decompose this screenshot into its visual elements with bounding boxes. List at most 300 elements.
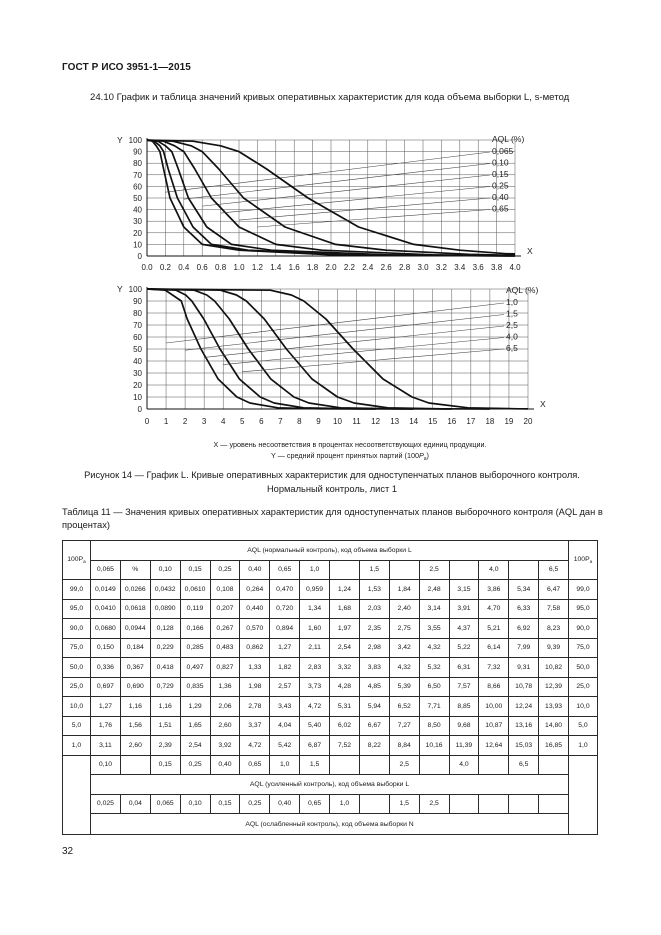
table-cell: 0,720 xyxy=(270,599,300,619)
table-cell: 5,21 xyxy=(479,619,509,639)
pa-value-cell: 50,0 xyxy=(569,658,598,678)
table-cell: 1,51 xyxy=(150,716,180,736)
normal-control-title: AQL (нормальный контроль), код объема выборки L xyxy=(91,541,569,561)
table-cell: 9,39 xyxy=(539,638,569,658)
axis-legend-note xyxy=(100,439,600,465)
aql-tightened-cell xyxy=(359,755,389,775)
table-cell: 7,32 xyxy=(479,658,509,678)
y-tick-label: 100 xyxy=(128,136,142,145)
x-axis-label: X xyxy=(527,246,533,256)
pa-value-cell: 25,0 xyxy=(569,677,598,697)
legend-entry: 0,10 xyxy=(492,157,509,168)
table-cell: 0,207 xyxy=(210,599,240,619)
table-cell: 8,22 xyxy=(359,736,389,756)
x-tick-label: 1.8 xyxy=(307,263,319,272)
x-tick-label: 18 xyxy=(485,417,495,426)
y-axis-label: Y xyxy=(117,284,123,294)
table-cell: 4,72 xyxy=(300,697,330,717)
aql-reduced-cell xyxy=(449,794,479,814)
axis-x-note: X — уровень несоответствия в процентах несоответствующих единиц продукции. xyxy=(213,440,487,449)
aql-header-cell: 1,0 xyxy=(300,560,330,580)
x-tick-label: 6 xyxy=(259,417,264,426)
aql-reduced-cell: 0,65 xyxy=(300,794,330,814)
table-cell: 6,67 xyxy=(359,716,389,736)
table-cell: 7,27 xyxy=(389,716,419,736)
aql-header-cell: 0,25 xyxy=(210,560,240,580)
table-cell: 1,24 xyxy=(330,580,360,600)
table-cell: 0,0610 xyxy=(180,580,210,600)
x-tick-label: 0.4 xyxy=(178,263,190,272)
table-row xyxy=(63,736,598,756)
x-tick-label: 2.2 xyxy=(343,263,355,272)
x-tick-label: 2 xyxy=(182,417,188,426)
table-cell: 4,32 xyxy=(389,658,419,678)
table-cell: 2,54 xyxy=(180,736,210,756)
x-tick-label: 1 xyxy=(163,417,169,426)
pa-value-cell: 10,0 xyxy=(63,697,91,717)
pa-header-cell: $100P_a$ xyxy=(63,541,91,580)
table-cell: 1,76 xyxy=(91,716,121,736)
empty-cell xyxy=(569,755,598,835)
aql-header-cell: 0,10 xyxy=(150,560,180,580)
table-cell: 7,57 xyxy=(449,677,479,697)
x-tick-label: 20 xyxy=(523,417,533,426)
y-tick-label: 70 xyxy=(133,170,142,180)
table-row xyxy=(63,697,598,717)
pa-value-cell: 5,0 xyxy=(569,716,598,736)
aql-header-cell: 0,40 xyxy=(240,560,270,580)
table-cell: 4,85 xyxy=(359,677,389,697)
table-cell: 3,37 xyxy=(240,716,270,736)
legend-leader-line xyxy=(185,315,504,351)
table-cell: 10,16 xyxy=(419,736,449,756)
y-tick-label: 10 xyxy=(133,240,142,250)
pa-value-cell: 75,0 xyxy=(569,638,598,658)
table-cell: 6,33 xyxy=(509,599,539,619)
table-cell: 4,04 xyxy=(270,716,300,736)
table-cell: 0,367 xyxy=(120,658,150,678)
table-cell: 0,440 xyxy=(240,599,270,619)
table-cell: 0,835 xyxy=(180,677,210,697)
y-axis-label: Y xyxy=(117,135,123,145)
table-cell: 5,42 xyxy=(270,736,300,756)
legend-leader-line xyxy=(239,198,490,220)
x-tick-label: 7 xyxy=(278,417,283,426)
section-heading-text: 24.10 График и таблица значений кривых оперативных характеристик для кода объема выборки L, s-метод xyxy=(90,92,570,103)
legend-entry: 2,5 xyxy=(506,320,518,330)
aql-reduced-cell: 0,40 xyxy=(270,794,300,814)
table-cell: 0,697 xyxy=(91,677,121,697)
table-cell: 6,52 xyxy=(389,697,419,717)
table-cell: 6,14 xyxy=(479,638,509,658)
y-tick-label: 40 xyxy=(133,205,142,215)
aql-tightened-cell: 1,0 xyxy=(270,755,300,775)
x-tick-label: 17 xyxy=(466,417,476,426)
x-tick-label: 1.0 xyxy=(233,263,245,272)
table-cell: 0,470 xyxy=(270,580,300,600)
figure-caption-line-1: Рисунок 14 — График L. Кривые оперативных характеристик для одноступенчатых планов выборочного контроля. xyxy=(84,470,580,480)
figure-caption xyxy=(62,468,602,496)
pa-value-cell: 75,0 xyxy=(63,638,91,658)
aql-tightened-cell: 1,5 xyxy=(300,755,330,775)
table-cell: 5,39 xyxy=(389,677,419,697)
table-cell: 0,0618 xyxy=(120,599,150,619)
aql-tightened-cell xyxy=(419,755,449,775)
table-cell: 2,54 xyxy=(330,638,360,658)
table-cell: 1,56 xyxy=(120,716,150,736)
x-tick-label: 12 xyxy=(371,417,381,426)
y-tick-label: 50 xyxy=(133,194,142,203)
x-tick-label: 0.2 xyxy=(159,263,171,272)
table-cell: 0,894 xyxy=(270,619,300,639)
y-tick-label: 0 xyxy=(137,252,142,261)
table-cell: 3,11 xyxy=(91,736,121,756)
x-tick-label: 4 xyxy=(220,417,226,426)
table-cell: 3,42 xyxy=(389,638,419,658)
empty-cell xyxy=(63,755,91,835)
x-tick-label: 0.6 xyxy=(196,263,208,272)
aql-header-cell: 1,5 xyxy=(359,560,389,580)
aql-reduced-cell: 1,0 xyxy=(330,794,360,814)
tightened-control-title: AQL (усиленный контроль), код объема выборки L xyxy=(91,775,569,795)
legend-entry: 4,0 xyxy=(506,331,518,342)
table-cell: 8,84 xyxy=(389,736,419,756)
x-tick-label: 15 xyxy=(428,417,438,426)
aql-reduced-cell: 2,5 xyxy=(419,794,449,814)
table-cell: 12,64 xyxy=(479,736,509,756)
y-tick-label: 50 xyxy=(133,345,142,354)
aql-header-cell: 4,0 xyxy=(479,560,509,580)
table-cell: 8,66 xyxy=(479,677,509,697)
table-cell: 6,02 xyxy=(330,716,360,736)
y-tick-label: 90 xyxy=(133,147,142,157)
table-row xyxy=(63,677,598,697)
x-tick-label: 0.8 xyxy=(215,263,227,272)
x-tick-label: 3.8 xyxy=(491,263,503,272)
table-header-row xyxy=(63,541,598,561)
x-tick-label: 2.6 xyxy=(380,263,392,272)
table-cell: 0,0944 xyxy=(120,619,150,639)
aql-reduced-cell: 1,5 xyxy=(389,794,419,814)
table-cell: 0,0680 xyxy=(91,619,121,639)
legend-entry: 1,0 xyxy=(506,297,518,307)
aql-tightened-cell xyxy=(539,755,569,775)
table-cell: 1,33 xyxy=(240,658,270,678)
table-cell: 0,119 xyxy=(180,599,210,619)
aql-tightened-cell: 4,0 xyxy=(449,755,479,775)
table-cell: 1,84 xyxy=(389,580,419,600)
x-tick-label: 1.2 xyxy=(251,263,263,272)
table-cell: 0,166 xyxy=(180,619,210,639)
x-tick-label: 2.0 xyxy=(325,263,337,272)
page-number: 32 xyxy=(62,846,74,857)
legend-entry: 0,40 xyxy=(492,192,509,202)
table-cell: 0,336 xyxy=(91,658,121,678)
table-cell: 0,690 xyxy=(120,677,150,697)
y-tick-label: 30 xyxy=(133,369,142,378)
table-cell: 7,71 xyxy=(419,697,449,717)
aql-tightened-cell: 0,15 xyxy=(150,755,180,775)
table-cell: 0,0266 xyxy=(120,580,150,600)
aql-reduced-cell: 0,065 xyxy=(150,794,180,814)
table-cell: 1,27 xyxy=(270,638,300,658)
table-cell: 13,16 xyxy=(509,716,539,736)
table-cell: 1,27 xyxy=(91,697,121,717)
table-cell: 2,98 xyxy=(359,638,389,658)
table-cell: 0,267 xyxy=(210,619,240,639)
aql-tightened-cell: 0,10 xyxy=(91,755,121,775)
aql-reduced-cell: 0,25 xyxy=(240,794,270,814)
table-cell: 5,94 xyxy=(359,697,389,717)
table-cell: 7,99 xyxy=(509,638,539,658)
y-tick-label: 100 xyxy=(128,285,142,294)
table-cell: 0,128 xyxy=(150,619,180,639)
aql-tightened-cell xyxy=(120,755,150,775)
x-tick-label: 3.6 xyxy=(472,263,484,272)
table-cell: 0,108 xyxy=(210,580,240,600)
aql-reduced-cell: 0,04 xyxy=(120,794,150,814)
table-cell: 2,35 xyxy=(359,619,389,639)
aql-reduced-cell: 0,025 xyxy=(91,794,121,814)
aql-header-cell: 0,065 xyxy=(91,560,121,580)
table-cell: 3,91 xyxy=(449,599,479,619)
table-cell: 5,31 xyxy=(330,697,360,717)
table-cell: 5,32 xyxy=(419,658,449,678)
table-row xyxy=(63,658,598,678)
y-tick-label: 80 xyxy=(133,309,142,318)
aql-header-cell xyxy=(449,560,479,580)
table-cell: 0,0410 xyxy=(91,599,121,619)
table-cell: 2,06 xyxy=(210,697,240,717)
aql-header-cell xyxy=(330,560,360,580)
table-cell: 0,497 xyxy=(180,658,210,678)
x-tick-label: 3.2 xyxy=(435,263,447,272)
table-cell: 4,32 xyxy=(419,638,449,658)
x-tick-label: 5 xyxy=(240,417,245,426)
legend-leader-line xyxy=(257,210,490,228)
table-caption: Таблица 11 — Значения кривых оперативных характеристик для одноступенчатых планов выборочного контроля (AQL дан в процентах) xyxy=(62,507,603,530)
table-cell: 0,150 xyxy=(91,638,121,658)
table-cell: 0,264 xyxy=(240,580,270,600)
y-tick-label: 60 xyxy=(133,333,142,342)
table-cell: 9,31 xyxy=(509,658,539,678)
x-tick-label: 0.0 xyxy=(141,263,153,272)
table-cell: 6,31 xyxy=(449,658,479,678)
table-row xyxy=(63,716,598,736)
y-tick-label: 60 xyxy=(133,182,142,192)
pa-value-cell: 1,0 xyxy=(569,736,598,756)
table-row xyxy=(63,638,598,658)
table-cell: 2,11 xyxy=(300,638,330,658)
aql-header-cell: 6,5 xyxy=(539,560,569,580)
x-tick-label: 3.0 xyxy=(417,263,429,272)
table-row xyxy=(63,619,598,639)
table-cell: 4,72 xyxy=(240,736,270,756)
legend-entry: 0,065 xyxy=(492,146,514,156)
aql-tightened-cell: 6,5 xyxy=(509,755,539,775)
table-cell: 15,03 xyxy=(509,736,539,756)
table-cell: 5,34 xyxy=(509,580,539,600)
y-tick-label: 70 xyxy=(133,321,142,330)
table-cell: 2,57 xyxy=(270,677,300,697)
table-cell: 3,15 xyxy=(449,580,479,600)
table-cell: 0,418 xyxy=(150,658,180,678)
table-cell: 0,0890 xyxy=(150,599,180,619)
legend-entry: 0,15 xyxy=(492,169,509,179)
pa-value-cell: 90,0 xyxy=(63,619,91,639)
table-cell: 3,14 xyxy=(419,599,449,619)
table-cell: 3,92 xyxy=(210,736,240,756)
table-cell: 6,92 xyxy=(509,619,539,639)
y-tick-label: 80 xyxy=(133,159,142,169)
x-tick-label: 2.8 xyxy=(399,263,411,272)
table-cell: 12,24 xyxy=(509,697,539,717)
table-cell: 0,0149 xyxy=(91,580,121,600)
table-cell: 1,29 xyxy=(180,697,210,717)
table-cell: 10,00 xyxy=(479,697,509,717)
table-cell: 2,60 xyxy=(210,716,240,736)
tightened-aql-row xyxy=(63,755,598,775)
x-tick-label: 0 xyxy=(144,417,150,426)
reduced-title-row xyxy=(63,814,598,835)
table-cell: 3,43 xyxy=(270,697,300,717)
table-cell: 0,229 xyxy=(150,638,180,658)
table-cell: 0,0432 xyxy=(150,580,180,600)
aql-tightened-cell: 0,25 xyxy=(180,755,210,775)
table-cell: 7,58 xyxy=(539,599,569,619)
aql-reduced-cell xyxy=(539,794,569,814)
pa-header-cell: $100P_a$ xyxy=(569,541,598,580)
y-tick-label: 20 xyxy=(133,381,142,390)
table-cell: 8,23 xyxy=(539,619,569,639)
table-cell: 6,87 xyxy=(300,736,330,756)
x-tick-label: 11 xyxy=(352,417,361,426)
aql-tightened-cell: 0,40 xyxy=(210,755,240,775)
table-cell: 1,53 xyxy=(359,580,389,600)
table-cell: 1,16 xyxy=(150,697,180,717)
aql-header-cell xyxy=(389,560,419,580)
aql-tightened-cell: 2,5 xyxy=(389,755,419,775)
aql-reduced-cell: 0,10 xyxy=(180,794,210,814)
x-tick-label: 4.0 xyxy=(509,263,521,272)
legend-entry: 0,65 xyxy=(492,203,509,214)
table-cell: 1,16 xyxy=(120,697,150,717)
table-cell: 1,82 xyxy=(270,658,300,678)
table-cell: 4,70 xyxy=(479,599,509,619)
table-cell: 10,78 xyxy=(509,677,539,697)
pa-value-cell: 1,0 xyxy=(63,736,91,756)
x-tick-label: 8 xyxy=(297,417,302,426)
x-tick-label: 9 xyxy=(316,417,321,426)
oc-values-table xyxy=(62,540,598,835)
table-cell: 1,36 xyxy=(210,677,240,697)
table-cell: 8,85 xyxy=(449,697,479,717)
aql-reduced-cell: 0,15 xyxy=(210,794,240,814)
pa-value-cell: 99,0 xyxy=(569,580,598,600)
table-cell: 8,50 xyxy=(419,716,449,736)
x-tick-label: 19 xyxy=(504,417,514,426)
y-tick-label: 20 xyxy=(133,228,142,238)
x-axis-label: X xyxy=(540,399,546,409)
aql-reduced-cell xyxy=(479,794,509,814)
pa-value-cell: 50,0 xyxy=(63,658,91,678)
pa-value-cell: 95,0 xyxy=(63,599,91,619)
table-cell: 0,184 xyxy=(120,638,150,658)
table-cell: 0,827 xyxy=(210,658,240,678)
table-cell: 3,55 xyxy=(419,619,449,639)
table-cell: 2,78 xyxy=(240,697,270,717)
table-cell: 9,68 xyxy=(449,716,479,736)
x-tick-label: 1.4 xyxy=(270,263,282,272)
y-tick-label: 30 xyxy=(133,217,142,227)
aql-tightened-cell: 0,65 xyxy=(240,755,270,775)
aql-header-cell: 0,65 xyxy=(270,560,300,580)
aql-reduced-cell xyxy=(509,794,539,814)
table-row xyxy=(63,599,598,619)
reduced-control-title: AQL (ослабленный контроль), код объема выборки N xyxy=(91,814,569,835)
table-cell: 4,37 xyxy=(449,619,479,639)
axis-y-note: Y — средний процент принятых партий $(100P_a)$ xyxy=(271,451,429,462)
legend-entry: 6,5 xyxy=(506,343,518,353)
table-cell: 0,285 xyxy=(180,638,210,658)
legend-title: AQL (%) xyxy=(492,134,525,144)
x-tick-label: 3.4 xyxy=(454,263,466,272)
y-tick-label: 0 xyxy=(137,405,142,414)
x-tick-label: 14 xyxy=(409,417,419,426)
table-cell: 2,75 xyxy=(389,619,419,639)
table-cell: 2,39 xyxy=(150,736,180,756)
table-cell: 10,87 xyxy=(479,716,509,736)
aql-reduced-cell xyxy=(359,794,389,814)
table-cell: 6,47 xyxy=(539,580,569,600)
table-cell: 10,82 xyxy=(539,658,569,678)
aql-tightened-cell xyxy=(479,755,509,775)
table-cell: 1,60 xyxy=(300,619,330,639)
x-tick-label: 1.6 xyxy=(288,263,300,272)
table-cell: 1,97 xyxy=(330,619,360,639)
pa-value-cell: 25,0 xyxy=(63,677,91,697)
table-cell: 3,32 xyxy=(330,658,360,678)
table-cell: 6,50 xyxy=(419,677,449,697)
table-cell: 12,39 xyxy=(539,677,569,697)
reduced-aql-row xyxy=(63,794,598,814)
table-cell: 11,39 xyxy=(449,736,479,756)
table-cell: 1,65 xyxy=(180,716,210,736)
table-cell: 0,862 xyxy=(240,638,270,658)
aql-tightened-cell xyxy=(330,755,360,775)
oc-chart-low-aql xyxy=(100,128,560,276)
table-cell: 2,60 xyxy=(120,736,150,756)
table-row xyxy=(63,580,598,600)
document-header: ГОСТ Р ИСО 3951-1—2015 xyxy=(62,62,191,73)
aql-header-cell: 0,15 xyxy=(180,560,210,580)
pa-value-cell: 90,0 xyxy=(569,619,598,639)
pa-value-cell: 95,0 xyxy=(569,599,598,619)
x-tick-label: 16 xyxy=(447,417,457,426)
pa-value-cell: 10,0 xyxy=(569,697,598,717)
table-cell: 1,98 xyxy=(240,677,270,697)
table-cell: 7,52 xyxy=(330,736,360,756)
y-tick-label: 40 xyxy=(133,357,142,366)
table-cell: 3,73 xyxy=(300,677,330,697)
legend-entry: 0,25 xyxy=(492,180,509,191)
table-cell: 2,83 xyxy=(300,658,330,678)
table-aql-row xyxy=(63,560,598,580)
table-cell: 0,729 xyxy=(150,677,180,697)
pa-value-cell: 5,0 xyxy=(63,716,91,736)
table-cell: 0,959 xyxy=(300,580,330,600)
table-cell: 4,28 xyxy=(330,677,360,697)
